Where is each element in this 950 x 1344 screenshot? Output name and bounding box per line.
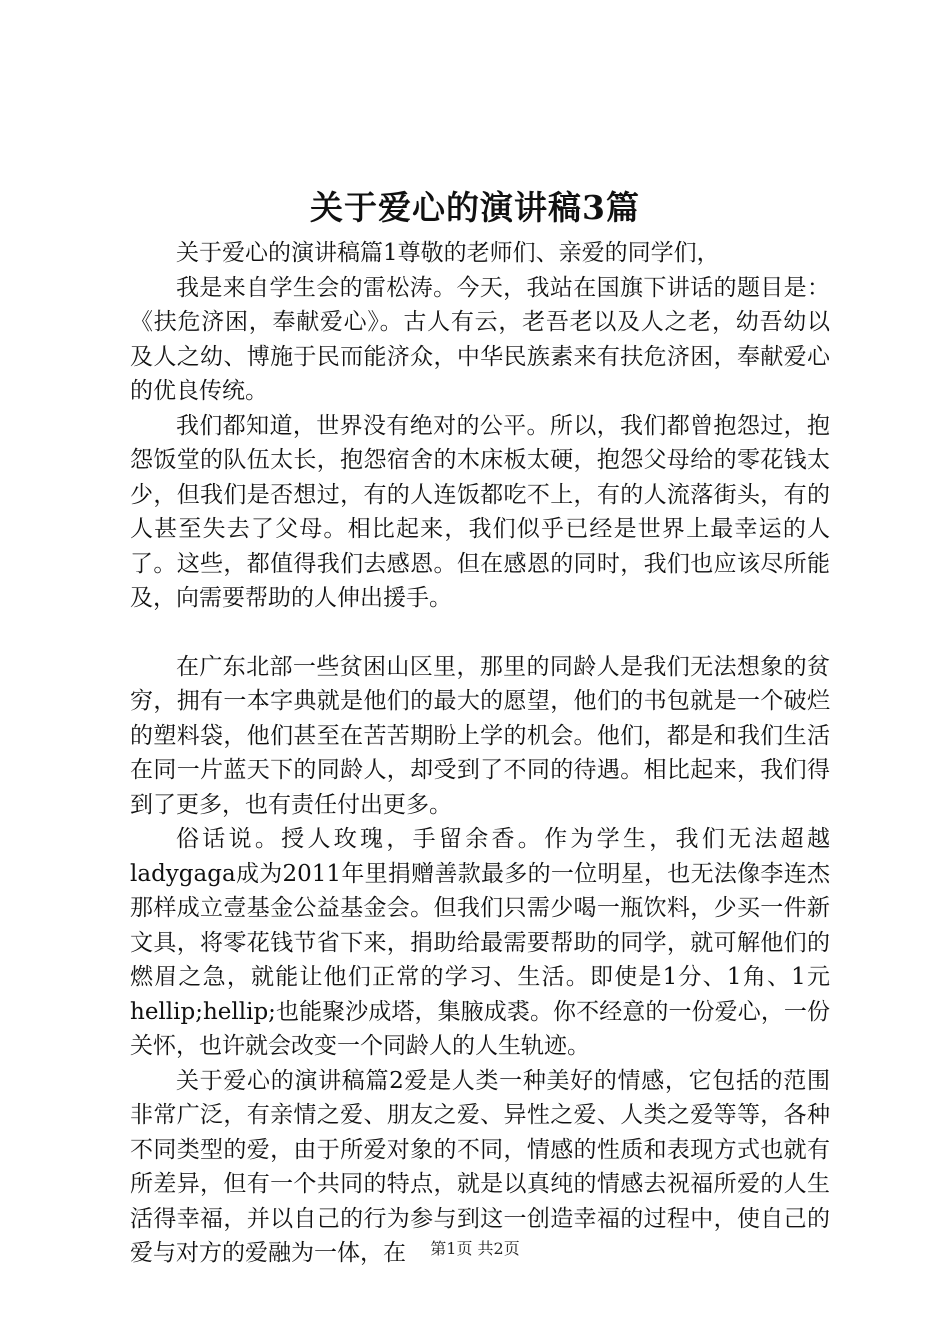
paragraph: 关于爱心的演讲稿篇2爱是人类一种美好的情感，它包括的范围非常广泛，有亲情之爱、朋友之爱、异性之爱、人类之爱等等，各种不同类型的爱，由于所爱对象的不同，情感的性质和表现方式也就有所差异，但有一个共同的特点，就是以真纯的情感去祝福所爱的人生活得幸福，并以自己的行为参与到这一创造幸福的过程中，使自己的爱与对方的爱融为一体，在 xyxy=(130,1067,830,1266)
document-body xyxy=(130,236,830,1271)
paragraph: 我是来自学生会的雷松涛。今天，我站在国旗下讲话的题目是：《扶危济困，奉献爱心》。古人有云，老吾老以及人之老，幼吾幼以及人之幼、博施于民而能济众，中华民族素来有扶危济困，奉献爱心的优良传统。 xyxy=(130,274,830,404)
paragraph: 关于爱心的演讲稿篇1尊敬的老师们、亲爱的同学们， xyxy=(176,240,720,266)
document-title: 关于爱心的演讲稿3篇 xyxy=(310,188,640,227)
page-footer: 第1页 共2页 xyxy=(430,1239,520,1258)
paragraph: 俗话说。授人玫瑰，手留余香。作为学生，我们无法超越ladygaga成为2011年里捐赠善款最多的一位明星，也无法像李连杰那样成立壹基金公益基金会。但我们只需少喝一瓶饮料，少买一件新文具，将零花钱节省下来，捐助给最需要帮助的同学，就可解他们的燃眉之急，就能让他们正常的学习、生活。即使是1分、1角、1元hellip;hellip;也能聚沙成塔，集腋成裘。你不经意的一份爱心，一份关怀，也许就会改变一个同龄人的人生轨迹。 xyxy=(130,826,830,1059)
paragraph: 在广东北部一些贫困山区里，那里的同龄人是我们无法想象的贫穷，拥有一本字典就是他们的最大的愿望，他们的书包就是一个破烂的塑料袋，他们甚至在苦苦期盼上学的机会。他们，都是和我们生活在同一片蓝天下的同龄人，却受到了不同的待遇。相比起来，我们得到了更多，也有责任付出更多。 xyxy=(130,653,830,818)
paragraph: 我们都知道，世界没有绝对的公平。所以，我们都曾抱怨过，抱怨饭堂的队伍太长，抱怨宿舍的木床板太硬，抱怨父母给的零花钱太少，但我们是否想过，有的人连饭都吃不上，有的人流落街头，有的人甚至失去了父母。相比起来，我们似乎已经是世界上最幸运的人了。这些，都值得我们去感恩。但在感恩的同时，我们也应该尽所能及，向需要帮助的人伸出援手。 xyxy=(130,412,830,611)
